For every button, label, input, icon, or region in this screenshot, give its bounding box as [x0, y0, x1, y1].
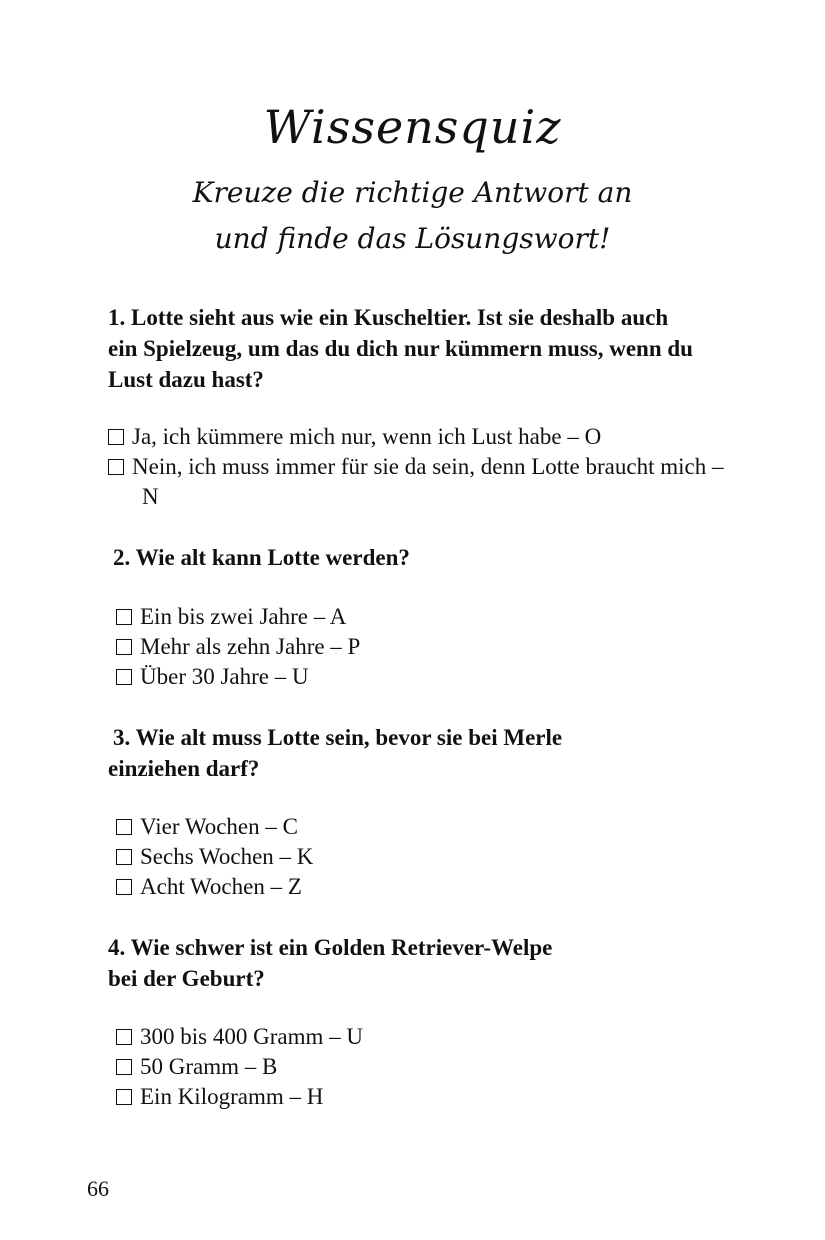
checkbox[interactable] [116, 669, 132, 685]
option-label: Nein, ich muss immer für sie da sein, denn Lotte braucht mich – N [132, 454, 724, 509]
checkbox[interactable] [116, 1089, 132, 1105]
question-4 [108, 932, 728, 994]
checkbox[interactable] [116, 1029, 132, 1045]
question-2-option-3[interactable] [116, 662, 736, 692]
question-1-line-2: ein Spielzeug, um das du dich nur kümmern muss, wenn du [108, 336, 693, 361]
question-2 [113, 542, 733, 573]
option-label: Ein Kilogramm – H [140, 1084, 324, 1109]
question-4-option-3[interactable] [116, 1082, 736, 1112]
question-1-line-1: 1. Lotte sieht aus wie ein Kuscheltier. Ist sie deshalb auch [108, 305, 669, 330]
option-label: Über 30 Jahre – U [140, 664, 309, 689]
question-2-option-2[interactable] [116, 632, 736, 662]
question-3-option-1[interactable] [116, 812, 736, 842]
checkbox[interactable] [116, 879, 132, 895]
option-label: Mehr als zehn Jahre – P [140, 634, 361, 659]
question-1 [108, 302, 728, 395]
checkbox[interactable] [116, 1059, 132, 1075]
page-title: Wissensquiz [263, 100, 562, 154]
option-label: 50 Gramm – B [140, 1054, 278, 1079]
option-label: 300 bis 400 Gramm – U [140, 1024, 363, 1049]
question-1-option-2[interactable] [108, 452, 742, 512]
question-3-option-3[interactable] [116, 872, 736, 902]
page-number: 66 [87, 1176, 109, 1201]
checkbox[interactable] [108, 459, 124, 475]
question-3-line-1: 3. Wie alt muss Lotte sein, bevor sie bei Merle [113, 725, 563, 750]
checkbox[interactable] [116, 819, 132, 835]
checkbox[interactable] [116, 639, 132, 655]
subtitle-line-2: und finde das Lösungswort! [214, 222, 611, 255]
checkbox[interactable] [116, 609, 132, 625]
subtitle-line-1: Kreuze die richtige Antwort an [192, 176, 633, 209]
option-label: Ja, ich kümmere mich nur, wenn ich Lust habe – O [132, 424, 602, 449]
question-3 [108, 722, 728, 784]
question-4-line-2: bei der Geburt? [108, 966, 265, 991]
question-1-line-3: Lust dazu hast? [108, 367, 264, 392]
option-label: Vier Wochen – C [140, 814, 298, 839]
question-3-option-2[interactable] [116, 842, 736, 872]
question-4-option-1[interactable] [116, 1022, 736, 1052]
question-4-line-1: 4. Wie schwer ist ein Golden Retriever-Welpe [108, 935, 553, 960]
question-4-option-2[interactable] [116, 1052, 736, 1082]
question-3-line-2: einziehen darf? [108, 756, 260, 781]
option-label: Sechs Wochen – K [140, 844, 314, 869]
question-1-option-1[interactable] [108, 422, 728, 452]
option-label: Ein bis zwei Jahre – A [140, 604, 347, 629]
checkbox[interactable] [116, 849, 132, 865]
question-2-option-1[interactable] [116, 602, 736, 632]
question-2-line-1: 2. Wie alt kann Lotte werden? [113, 545, 410, 570]
option-label: Acht Wochen – Z [140, 874, 302, 899]
checkbox[interactable] [108, 429, 124, 445]
